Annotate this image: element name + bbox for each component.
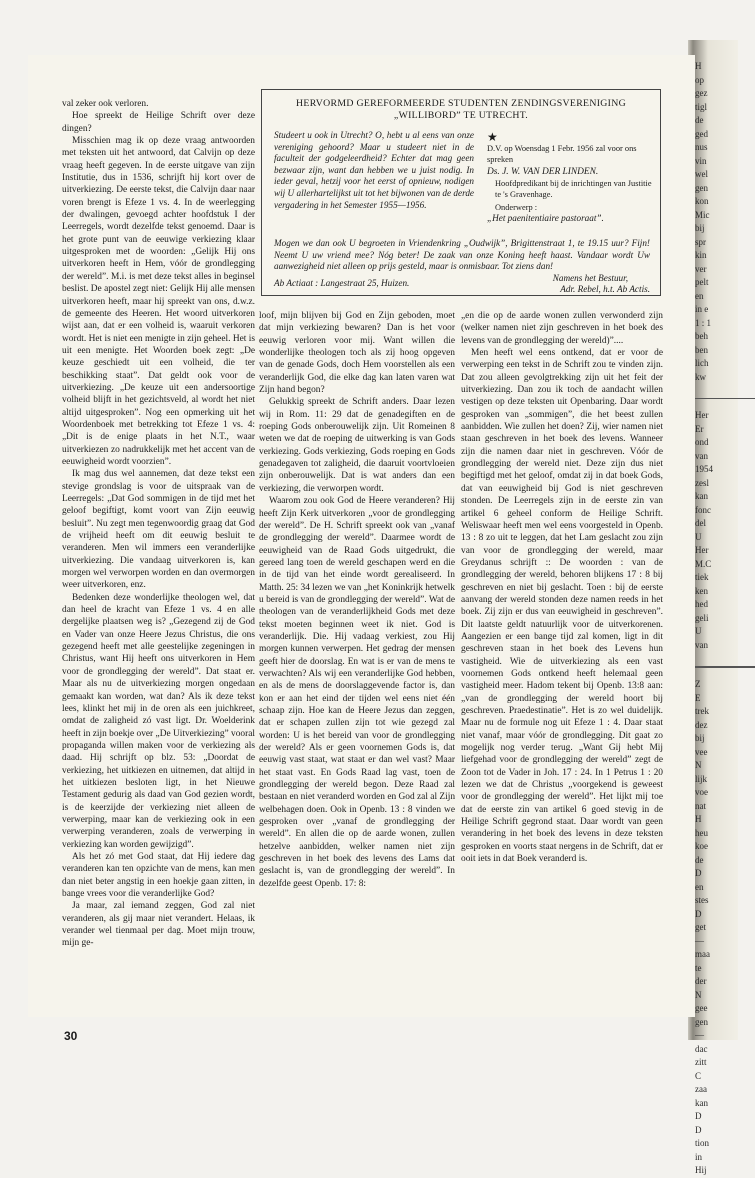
fragment-line: tiek <box>695 572 709 582</box>
fragment-line: — <box>695 1030 704 1040</box>
fragment-line: kan <box>695 491 708 501</box>
fragment-line: vin <box>695 155 707 166</box>
fragment-line: D <box>695 1124 702 1135</box>
fragment-line: ken <box>695 585 708 596</box>
paragraph: Hoe spreekt de Heilige Schrift over deze dingen? <box>62 111 255 134</box>
subject-label: Onderwerp : <box>495 203 538 212</box>
paragraph: Misschien mag ik op deze vraag antwoorden met teksten uit het antwoord, dat Calvijn op deze vraag heeft gegeven. In de eerste uitgave van zijn Institutie, dus in 1536, schrijft hij kort over de uitverkiezing. De eerste tekst, die Calvijn daar naar voren brengt is Efeze 1 vs. 4. In de weerlegging der dwalingen, gevoegd achter hoofdstuk I der Leerregels, wordt dezelfde tekst genoemd. Daar is het grote punt van de eeuwige verkiezing klaar uitgesproken met de woorden: „Gelijk Hij ons uitverkoren heeft in Hem, vóór de grondlegging der wereld”. M.i. is met deze tekst alles in beginsel beslist. De apostel zegt niet: Gelijk Hij alle mensen uitverkoren heeft, maar hij spreekt van ons, d.w.z. de gemeente des Heeren. Het woord uitverkoren wijst aan, dat er een volheid is, waaruit verkoren wordt. Het is niet een menigte in zijn geheel. Het is uit een menigte. Het Woorden boek zegt: „De keuze geschiedt uit een volheid, die ter beschikking staat”. Dat geldt ook voor de uitverkiezing. „De keuze uit een andersoortige volheid blijft in het gezichtsveld, al wordt het niet altijd uitgesproken”. Nog een opmerking uit het Woordenboek met betrekking tot Efeze 1 vs. 4: „Dit is de enige plaats in het N.T., waar uitverkiezen zo nadrukkelijk met het accent van de eeuwigheid wordt voorzien”. <box>62 136 255 467</box>
fragment-line: — <box>695 935 704 946</box>
fragment-line: kw <box>695 371 706 382</box>
fragment-line: D <box>695 908 702 919</box>
fragment-line: ond <box>695 437 709 447</box>
paragraph: loof, mijn blijven bij God en Zijn geboden, moet dat mijn verkiezing bewaren? Dan is het voor eeuwig verloren voor mij. Want willen die wonderlijke theologen toch als zij hoog opgeven van de genade Gods, doch Hem voorstellen als een veranderlijk God, die elke dag kan laten varen wat Zijn hand begon? <box>259 311 455 396</box>
section-rule <box>695 398 755 399</box>
fragment-line: zesl <box>695 477 709 488</box>
fragment-line: de <box>695 115 704 125</box>
fragment-line: E <box>695 692 701 703</box>
fragment-line: Hij <box>695 1165 707 1175</box>
announcement-title <box>274 98 648 122</box>
adjacent-page-fragment <box>695 60 738 1175</box>
fragment-line: N <box>695 989 702 1000</box>
paragraph: Gelukkig spreekt de Schrift anders. Daar lezen wij in Rom. 11: 29 dat de genadegiften en de roeping Gods onberouwelijk zijn. Uit Romeinen 8 weten we dat de roeping de uitwerking is van Gods verkiezing. Gods verkiezing, Gods roeping en Gods genadegaven tot zaligheid, die daaruit voortvloeien zijn onberouwelijk. Dat is wat anders dan een verkiezing, die verworpen wordt. <box>259 397 455 494</box>
fragment-line: nus <box>695 142 708 152</box>
fragment-line: wel <box>695 169 708 179</box>
fragment-line: ged <box>695 128 708 139</box>
fragment-line: D <box>695 868 702 878</box>
signature-name: Adr. Rebel, h.t. Ab Actis. <box>560 284 650 295</box>
fragment-line: tion <box>695 1138 710 1148</box>
fragment-line: bij <box>695 733 705 743</box>
column-1 <box>62 98 255 950</box>
fragment-line: M.C <box>695 558 712 569</box>
fragment-line: 1 : 1 <box>695 317 712 328</box>
fragment-line: get <box>695 922 706 932</box>
fragment-line: U <box>695 626 702 636</box>
fragment-line: gen <box>695 182 708 193</box>
fragment-line: N <box>695 760 702 770</box>
fragment-line: spr <box>695 236 706 247</box>
fragment-line: hed <box>695 599 708 609</box>
fragment-line: H <box>695 61 702 71</box>
fragment-line: H <box>695 814 702 824</box>
paragraph: Ja maar, zal iemand zeggen, God zal niet veranderen, als gij maar niet verandert. Helaas, ik verander wel tienmaal per dag. Moet mijn trouw, mijn ge- <box>62 901 255 949</box>
fragment-line: lich <box>695 358 709 368</box>
fragment-line: zitt <box>695 1057 707 1067</box>
fragment-line: pelt <box>695 277 709 287</box>
fragment-line: en <box>695 881 704 892</box>
fragment-line: dez <box>695 719 708 730</box>
paragraph: Bedenken deze wonderlijke theologen wel, dat dan heel de kracht van Efeze 1 vs. 4 en alle dergelijke plaatsen weg is? „Gezegend zij de God en Vader van onze Heere Jezus Christus, die ons gezegend heeft met alle geestelijke zegeningen in Christus, want Hij heeft ons uitverkoren in Hem voor de grondlegging der wereld”. Dat staat er. Maar als nu de uitverkiezing morgen ongedaan gemaakt kan worden, wat dan? Als ik deze tekst lees, klinkt het mij in de oren als een juichkreet, omdat de zaligheid zó vast ligt. Dr. Woelderink heeft in zijn boekje over „De Uitverkiezing” vooral propaganda willen maken voor de verkiezing als daad. Hij schrijft op blz. 53: „Doordat de verkiezing, het uitkiezen en uitnemen, dat altijd in het uitkiezen besloten ligt, in het Nieuwe Testament gedurig als daad van God gezien wordt, is de keerzijde der verkiezing niet alleen de verwerping, maar kan de verkiezing ook in een verwerping veranderen, zoals de verwerping in verkiezing kan worden gewijzigd”. <box>62 592 255 850</box>
paragraph: Waarom zou ook God de Heere veranderen? Hij heeft Zijn Kerk uitverkoren „voor de grondlegging der wereld”. De H. Schrift spreekt ook van „vanaf de grondlegging der wereld”. Daarmee wordt de eeuwigheid van de Raad Gods uitgedrukt, die gereed lang toen de wereld geschapen werd en die in de tijd van het einde wordt gerealiseerd. In Matth. 25: 34 lezen we van „het Koninkrijk hetwelk u bereid is van de grondlegging der wereld”. Wat de theologen van de veranderlijkheid Gods met deze tekst moeten beginnen weet ik niet. God is veranderlijk. Die. Hij vadaag verkiest, zou Hij morgen kunnen verwerpen. Het gedrag der mensen geeft hier de doorslag. En wat is er van de mens te verwachten? Als wij een veranderlijke God hebben, en als de mens de doorslaggevende factor is, dan kon er aan het eind der tijden wel eens niet één schaap zijn. Hoe kan de Heere Jezus dan zeggen, dat er schapen zullen zijn tot wie gezegd zal worden: U is het bereid van voor de grondlegging der wereld? Als er geen voornemen Gods is, dat eeuwig vast staat, wat staat er dan wel vast? Maar het staat vast. En Gods Raad lag vast, toen de grondlegging der wereld begon. Deze Raad zal bestaan en niet veranderd worden en God zal al Zijn welbehagen doen. Ook in Openb. 13 : 8 vinden we gesproken over „vanaf de grondlegging der wereld”. En allen die op de aarde wonen, zullen hetzelve aanbidden, welker namen niet zijn geschreven in het boek des levens des Lams dat geslacht is, van de grondlegging der wereld”. In dezelfde geest Openb. 17: 8: <box>259 496 456 889</box>
secretariat-address: Ab Actiaat : Langestraat 25, Huizen. <box>274 278 410 288</box>
fragment-line: geli <box>695 612 709 623</box>
fragment-line: voe <box>695 787 708 797</box>
fragment-line: D <box>695 1111 702 1121</box>
paragraph: val zeker ook verloren. <box>62 99 149 109</box>
fragment-line: te <box>695 962 702 973</box>
section-rule <box>695 666 755 668</box>
speaker-name: Ds. J. W. VAN DER LINDEN. <box>487 167 599 177</box>
meeting-date: D.V. op Woensdag 1 Febr. 1956 zal voor ons spreken <box>487 144 637 164</box>
fragment-line: nat <box>695 800 706 811</box>
fragment-line: zaa <box>695 1084 707 1094</box>
announcement-title-line1: HERVORMD GEREFORMEERDE STUDENTEN ZENDINGSVERENIGING <box>296 98 626 109</box>
fragment-line: Her <box>695 410 709 420</box>
meeting-details <box>487 132 652 224</box>
star-icon: ★ <box>487 130 498 144</box>
fragment-line: in <box>695 1151 703 1162</box>
fragment-line: 1954 <box>695 464 713 474</box>
fragment-line: in e <box>695 304 709 314</box>
fragment-line: fonc <box>695 504 711 515</box>
fragment-line: beh <box>695 331 708 341</box>
fragment-line: bij <box>695 223 705 233</box>
fragment-line: U <box>695 531 702 542</box>
column-3 <box>461 310 663 865</box>
fragment-line: heu <box>695 827 708 838</box>
announcement-box <box>261 89 661 296</box>
fragment-line: gee <box>695 1003 708 1013</box>
fragment-line: ver <box>695 263 707 274</box>
paragraph: Ik mag dus wel aannemen, dat deze tekst een stevige grondslag is voor de uitspraak van de Leerregels: „Dat God sommigen in de tijd met het geloof begiftigt, komt voort van Zijn eeuwig besluit”. Nu zegt men tegenwoordig graag dat God de vrijheid heeft om dit eeuwig besluit te veranderen. Men wil immers een veranderlijke uitverkiezing. Die vandaag uitverkoren is, kan morgen wel verworpen worden en dan overmorgen weer uitverkoren, enz. <box>62 469 255 591</box>
magazine-page <box>28 55 695 1043</box>
fragment-line: der <box>695 976 707 986</box>
column-2 <box>259 310 455 890</box>
paragraph: „en die op de aarde wonen zullen verwonderd zijn (welker namen niet zijn geschreven in het boek des levens van de grondlegging der wereld)”.... <box>461 311 663 346</box>
subject-title: „Het paenitentiaire pastoraat”. <box>487 213 604 223</box>
fragment-line: del <box>695 518 706 528</box>
fragment-line: van <box>695 639 708 650</box>
fragment-line: kon <box>695 196 709 206</box>
fragment-line: Mic <box>695 209 710 220</box>
announcement-title-line2: „WILLIBORD” TE UTRECHT. <box>393 110 529 121</box>
fragment-line: gen <box>695 1016 708 1027</box>
fragment-line: tigl <box>695 101 708 112</box>
fragment-line: gez <box>695 88 708 98</box>
fragment-line: lijk <box>695 773 708 784</box>
invitation-text: Studeert u ook in Utrecht? O, hebt u al eens van onze vereniging gehoord? Maar u studeert niet in de faculteit der godgeleerdheid? Echter dat mag geen bezwaar zijn, want dan hebben we u juist nodig. In ieder geval, hetzij voor het eerst of opnieuw, nodigen wij U allerhartelijkst uit tot het bijwonen van de derde vergadering in het Semester 1955—1956. <box>274 130 474 210</box>
fragment-line: ben <box>695 344 708 355</box>
fragment-line: C <box>695 1070 702 1081</box>
paragraph: Men heeft wel eens ontkend, dat er voor de verwerping een tekst in de Schrift zou te vinden zijn. Dat zou alleen gevolgtrekking zijn uit het feit der uitverkiezing. Dan zou ik toch de aandacht willen vestigen op deze teksten uit Openbaring. Daar wordt gesproken van „sommigen”, die het beest zullen aanbidden. Wie zullen het doen? Zij, wier namen niet staan geschreven in het boek des levens. Wanneer zijn die namen daar niet in geschreven. Vóór de grondlegging der wereld niet. Deze zijn dus niet begiftigd met het geloof, omdat zij in dat boek Gods, dat van eeuwigheid bij God is niet geschreven stonden. De Leerregels zijn in de eerste zin van artikel 6 geheel conform de Heilige Schrift. Weliswaar heeft men wel eens voorgesteld in Openb. 13 : 8 zo uit te leggen, dat het Lam geslacht zou zijn van voor de grondlegging der wereld, maar Greydanus schrijft :: De woorden : van de grondlegging der wereld, behoren blijkens 17 : 8 bij geschreven en niet bij geslacht. Toen : bij de eerste aanvang der wereld stonden deze namen reeds in het boek. Zij zijn er dus van eeuwigheid in geschreven”. Dit laatste geldt natuurlijk voor de uitverkorenen. Aangezien er een bange tijd zal komen, ligt in dit geschreven staan in het boek des Levens hun vastigheid. Wie de uitverkiezing als een vast voornemen Gods ontkend heeft helemaal geen vastigheid meer. Hadom tekent bij Openb. 13:8 aan: „van de grondlegging der wereld hoort bij geschreven. Praedestinatie”. Het is zo wel duidelijk. Maar nu de formule nog uit Efeze 1 : 4. Daar staat niet vanaf, maar vóór de grondlegging. Dit gaat zo mogelijk nog verder terug. „Want Gij hebt Mij liefgehad voor de grondlegging der wereld” zegt de Zoon tot de Vader in Joh. 17 : 24. In 1 Petrus 1 : 20 lezen we dat de Christus „voorgekend is geweest voor de grondlegging der wereld”. Het lijkt mij toe dat de eerste zin van artikel 6 goed stevig in de Heilige Schrift gegrond staat. Daar wordt van geen verandering in het boek des levens in deze teksten gesproken en voorts staat nergens in de Schrift, dat er ooit iets in dat Boek veranderd is. <box>461 348 663 865</box>
closing-paragraph: Mogen we dan ook U begroeten in Vriendenkring „Oudwijk”, Brigittenstraat 1, te 19.15 uur? Fijn! Neemt U uw vriend mee? Nóg beter! De zaak van onze Koning heeft haast. Vandaar wordt Uw aanwezigheid niet alleen op prijs gesteld, maar is onmisbaar. Tot ziens dan! <box>274 238 650 272</box>
fragment-line: koe <box>695 841 708 851</box>
fragment-line: stes <box>695 895 709 905</box>
fragment-line: op <box>695 74 704 85</box>
fragment-line: maa <box>695 949 710 959</box>
page-number: 30 <box>64 1029 78 1043</box>
fragment-line: de <box>695 854 704 865</box>
fragment-line: kan <box>695 1097 708 1108</box>
signature-board: Namens het Bestuur, <box>552 272 628 283</box>
fragment-line: Er <box>695 423 704 434</box>
paragraph: Als het zó met God staat, dat Hij iedere dag veranderen kan ten opzichte van de mens, kan men dan niet beter angstig in een hoekje gaan zitten, in bange vrees voor die veranderlijke God? <box>62 851 255 899</box>
fragment-line: en <box>695 290 704 301</box>
fragment-line: vee <box>695 746 708 757</box>
fragment-line: dac <box>695 1043 708 1054</box>
speaker-role: Hoofdpredikant bij de inrichtingen van Justitie te 's Gravenhage. <box>495 179 652 199</box>
fragment-line: kin <box>695 250 707 260</box>
fragment-line: trek <box>695 706 709 716</box>
fragment-line: Z <box>695 679 701 689</box>
fragment-line: Her <box>695 545 709 555</box>
fragment-line: van <box>695 450 708 461</box>
